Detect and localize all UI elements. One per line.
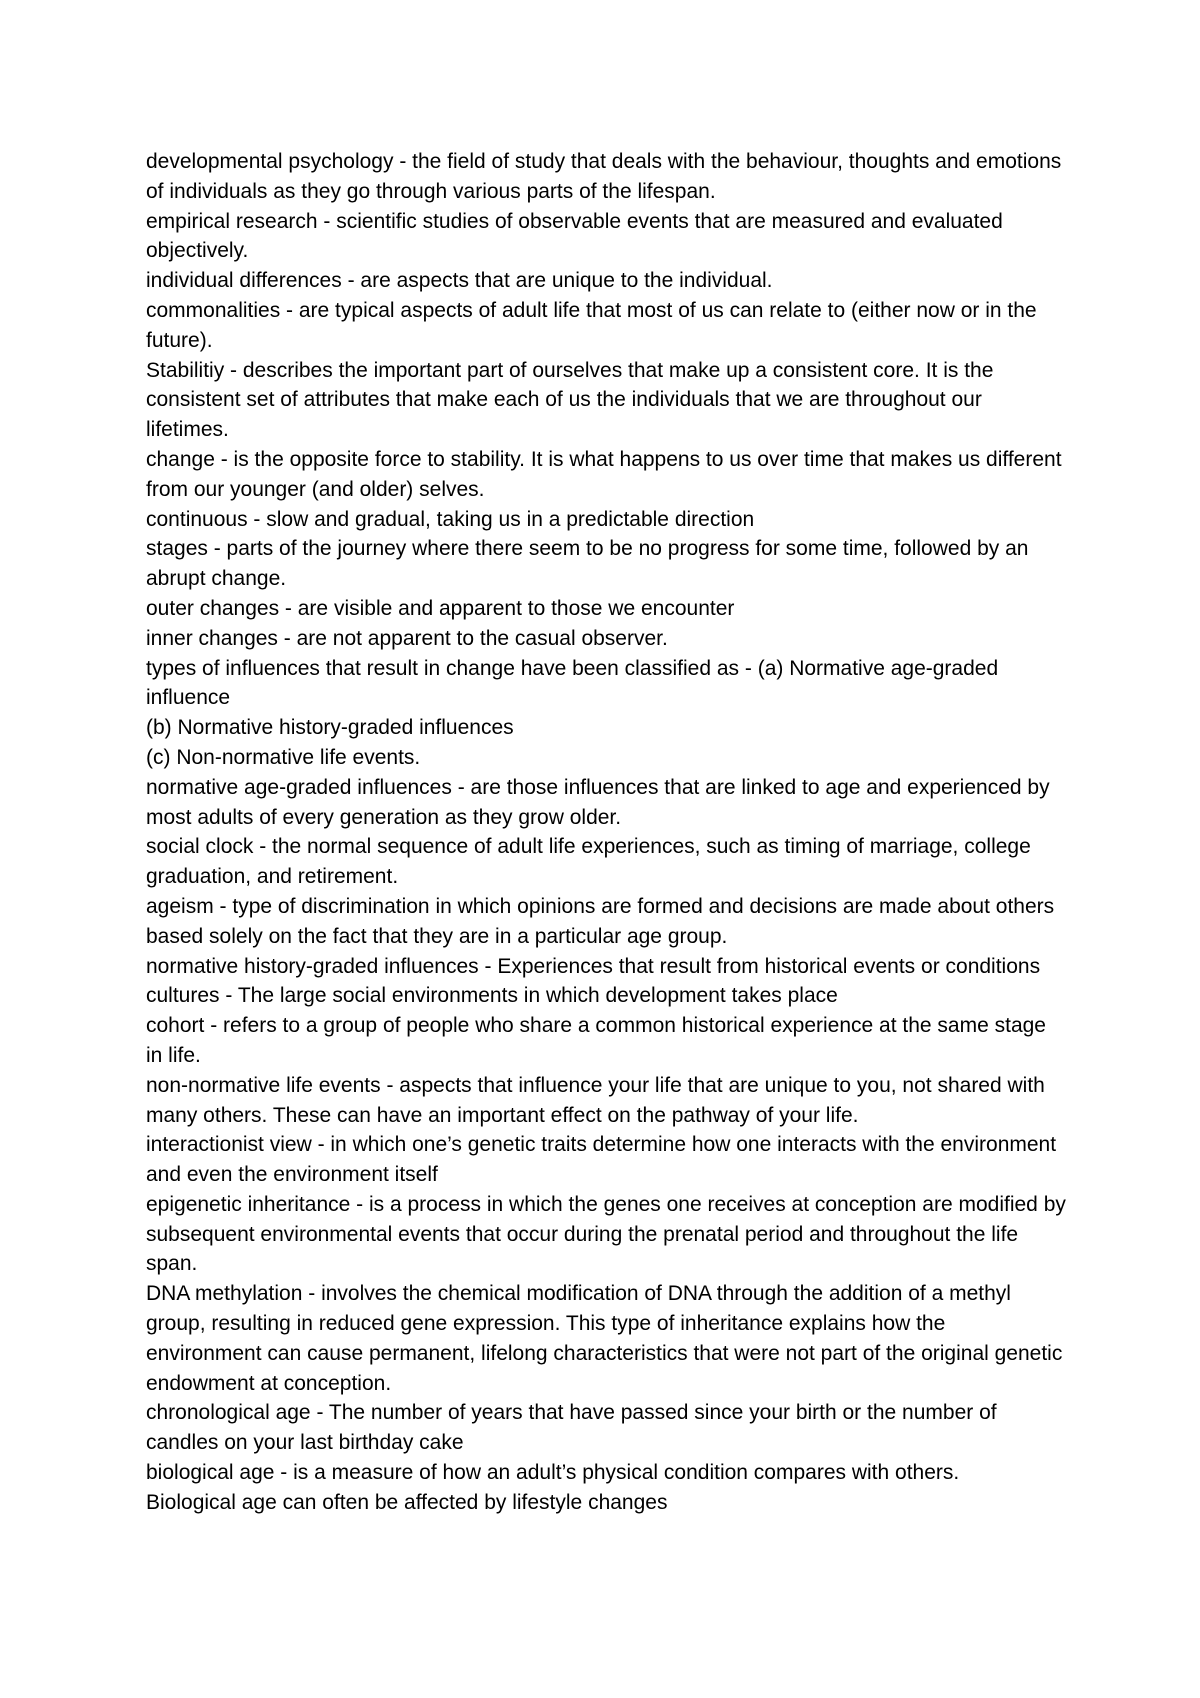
- paragraph-interactionist-view: interactionist view - in which one’s genetic traits determine how one interacts with the environment and even the environment itself: [146, 1133, 1057, 1187]
- paragraph-inner-changes: inner changes - are not apparent to the casual observer.: [146, 626, 668, 650]
- paragraph-epigenetic-inheritance: epigenetic inheritance - is a process in which the genes one receives at conception are modified by subsequent environmental events that occur during the prenatal period and throughout the life span.: [146, 1192, 1066, 1276]
- paragraph-influence-c: (c) Non-normative life events.: [146, 745, 421, 769]
- paragraph-empirical-research: empirical research - scientific studies of observable events that are measured and evaluated objectively.: [146, 209, 1003, 263]
- paragraph-non-normative-life-events: non-normative life events - aspects that influence your life that are unique to you, not shared with many others. These can have an important effect on the pathway of your life.: [146, 1073, 1045, 1127]
- paragraph-normative-history-graded: normative history-graded influences - Experiences that result from historical events or conditions: [146, 954, 1041, 978]
- paragraph-outer-changes: outer changes - are visible and apparent to those we encounter: [146, 596, 735, 620]
- paragraph-developmental-psychology: developmental psychology - the field of study that deals with the behaviour, thoughts and emotions of individuals as they go through various parts of the lifespan.: [146, 150, 1062, 203]
- paragraph-change: change - is the opposite force to stability. It is what happens to us over time that makes us different from our younger (and older) selves.: [146, 447, 1062, 501]
- paragraph-chronological-age: chronological age - The number of years that have passed since your birth or the number of candles on your last birthday cake: [146, 1401, 997, 1455]
- paragraph-ageism: ageism - type of discrimination in which opinions are formed and decisions are made about others based solely on the fact that they are in a particular age group.: [146, 894, 1055, 948]
- paragraph-individual-differences: individual differences - are aspects that are unique to the individual.: [146, 269, 773, 293]
- paragraph-stability: Stabilitiy - describes the important part of ourselves that make up a consistent core. It is the consistent set of attributes that make each of us the individuals that we are throughout our lifetimes.: [146, 358, 994, 442]
- paragraph-biological-age: biological age - is a measure of how an adult’s physical condition compares with others.: [146, 1461, 960, 1485]
- paragraph-continuous: continuous - slow and gradual, taking us in a predictable direction: [146, 507, 755, 531]
- paragraph-normative-age-graded: normative age-graded influences - are those influences that are linked to age and experienced by most adults of every generation as they grow older.: [146, 775, 1050, 829]
- paragraph-cultures: cultures - The large social environments in which development takes place: [146, 984, 838, 1008]
- paragraph-types-of-influences: types of influences that result in change have been classified as - (a) Normative age-graded influence: [146, 656, 999, 710]
- paragraph-commonalities: commonalities - are typical aspects of adult life that most of us can relate to (either now or in the future).: [146, 298, 1037, 352]
- paragraph-biological-age-lifestyle: Biological age can often be affected by lifestyle changes: [146, 1490, 668, 1514]
- paragraph-social-clock: social clock - the normal sequence of adult life experiences, such as timing of marriage, college graduation, and retirement.: [146, 835, 1031, 889]
- paragraph-influence-b: (b) Normative history-graded influences: [146, 716, 514, 740]
- paragraph-dna-methylation: DNA methylation - involves the chemical modification of DNA through the addition of a methyl group, resulting in reduced gene expression. This type of inheritance explains how the environment can cause permanent, lifelong characteristics that were not part of the original genetic endowment at conception.: [146, 1282, 1063, 1395]
- paragraph-stages: stages - parts of the journey where there seem to be no progress for some time, followed by an abrupt change.: [146, 537, 1029, 591]
- paragraph-cohort: cohort - refers to a group of people who share a common historical experience at the same stage in life.: [146, 1014, 1046, 1067]
- document-body: [146, 147, 1066, 1518]
